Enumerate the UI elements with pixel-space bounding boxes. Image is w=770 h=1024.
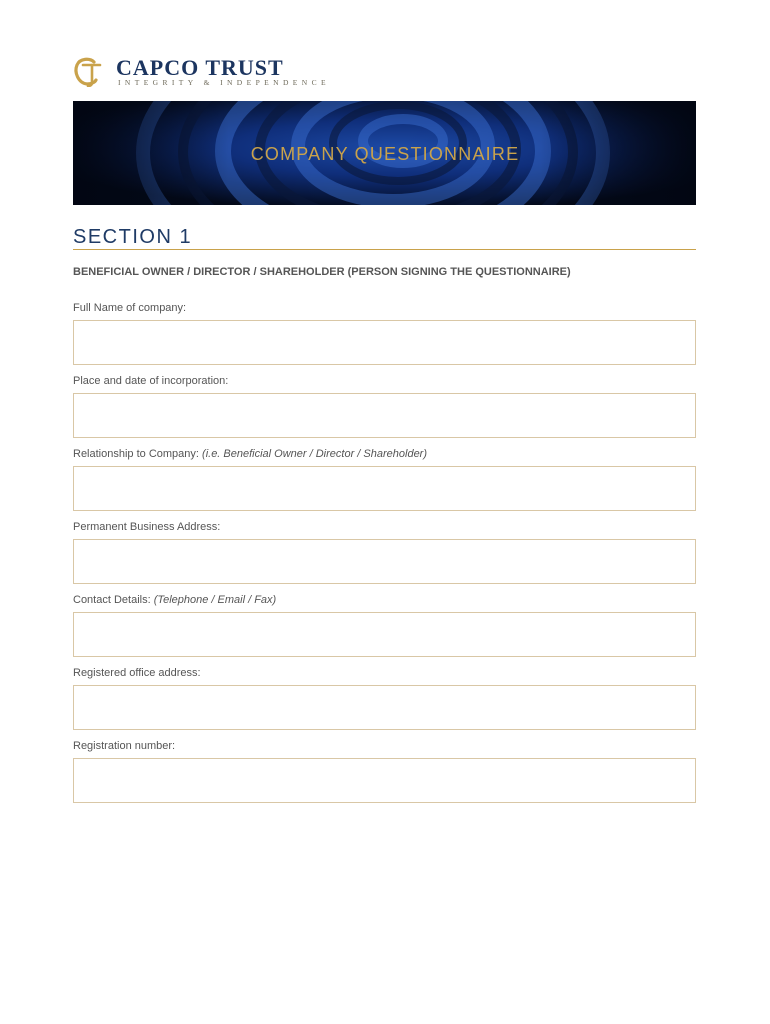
section-divider — [73, 249, 696, 250]
business-address-input[interactable] — [73, 539, 696, 584]
ct-monogram-icon — [72, 57, 104, 87]
field-label: Registration number: — [73, 740, 176, 752]
incorporation-input[interactable] — [73, 393, 696, 438]
company-name-input[interactable] — [73, 320, 696, 365]
registration-number-input[interactable] — [73, 758, 696, 803]
field-label: Permanent Business Address: — [73, 521, 221, 533]
field-hint: (i.e. Beneficial Owner / Director / Shareholder) — [202, 448, 428, 460]
section-heading: SECTION 1 — [73, 226, 193, 248]
relationship-input[interactable] — [73, 466, 696, 511]
form-title: COMPANY QUESTIONNAIRE — [250, 144, 520, 164]
field-label: Full Name of company: — [73, 302, 187, 314]
brand-tagline: INTEGRITY & INDEPENDENCE — [118, 78, 330, 87]
field-label: Contact Details: (Telephone / Email / Fax) — [73, 594, 277, 606]
contact-details-input[interactable] — [73, 612, 696, 657]
field-label: Registered office address: — [73, 667, 201, 679]
field-hint: (Telephone / Email / Fax) — [153, 594, 277, 606]
registered-office-input[interactable] — [73, 685, 696, 730]
section-subheading: BENEFICIAL OWNER / DIRECTOR / SHAREHOLDER (PERSON SIGNING THE QUESTIONNAIRE) — [73, 266, 571, 278]
field-label: Relationship to Company: (i.e. Beneficial Owner / Director / Shareholder) — [73, 448, 428, 460]
capco-trust-logo — [72, 57, 332, 91]
brand-name: CAPCO TRUST — [116, 55, 284, 80]
field-label: Place and date of incorporation: — [73, 375, 229, 387]
